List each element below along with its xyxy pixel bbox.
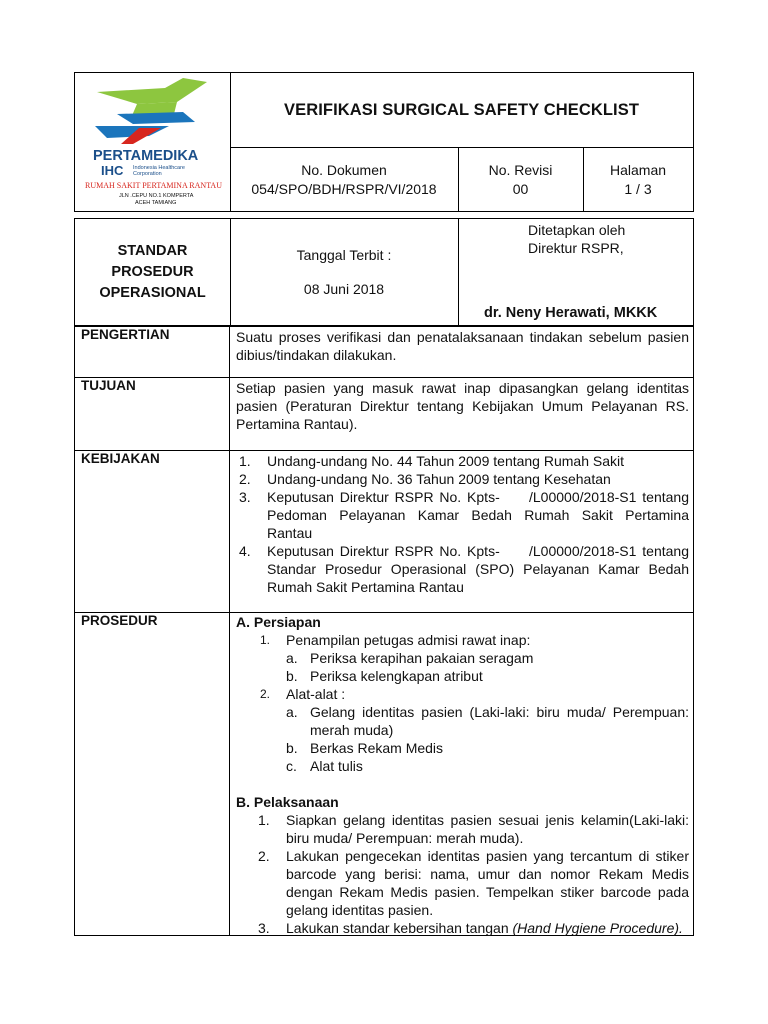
sop-title-line-2: PROSEDUR [111,264,194,280]
section-b-heading: B. Pelaksanaan [236,794,339,810]
row-kebijakan [75,450,693,613]
page-value: 1 / 3 [624,181,652,197]
issue-date-cell [230,219,459,325]
sop-title-cell [75,219,231,325]
label-prosedur: PROSEDUR [81,613,158,628]
b1-item: 1. Siapkan gelang identitas pasien sesuai jenis kelamin(Laki-laki: biru muda/ Perempuan: merah muda). [258,812,689,846]
a2b-item: b. Berkas Rekam Medis [286,740,444,756]
list-kebijakan [236,452,689,596]
approval-cell [458,219,693,325]
section-a-heading: A. Persiapan [236,614,321,630]
b3-item: 3. Lakukan standar kebersihan tangan (Hand Hygiene Procedure). [258,920,683,936]
approval-line-1: Ditetapkan oleh [528,222,626,238]
doc-number-value: 054/SPO/BDH/RSPR/VI/2018 [251,181,437,197]
text-tujuan: Setiap pasien yang masuk rawat inap dipasangkan gelang identitas pasien (Peraturan Direktur tentang Kebijakan Umum Pelayanan RS. Pertamina Rantau). [236,380,689,432]
revision-label: No. Revisi [488,162,553,178]
a2a-item: a. Gelang identitas pasien (Laki-laki: biru muda/ Perempuan: merah muda) [286,704,689,738]
logo-cell [75,73,231,211]
label-kebijakan: KEBIJAKAN [81,451,160,466]
approval-line-2: Direktur RSPR, [528,240,624,256]
a1b-item: b. Periksa kelengkapan atribut [286,668,483,684]
a2c-item: c. Alat tulis [286,758,363,774]
issue-date-value: 08 Juni 2018 [303,281,385,297]
logo-ihc: IHC [101,163,124,178]
page-label: Halaman [609,162,667,178]
revision-value: 00 [512,181,529,197]
revision-cell [458,147,584,211]
kebijakan-item-3: 3. Keputusan Direktur RSPR No. Kpts- /L00000/2018-S1 tentang Pedoman Pelayanan Kamar Bedah Rumah Sakit Pertamina Rantau [239,489,689,541]
b2-item: 2. Lakukan pengecekan identitas pasien yang tercantum di stiker barcode yang berisi: nama, umur dan nomor Rekam Medis dengan Rekam Medis pasien. Tempelkan stiker barcode pada gelang identitas pasien. [258,848,689,918]
kebijakan-item-4: 4. Keputusan Direktur RSPR No. Kpts- /L00000/2018-S1 tentang Standar Prosedur Operasional (SPO) Pelayanan Kamar Bedah Rumah Sakit Pertamina Rantau [239,543,689,595]
text-pengertian: Suatu proses verifikasi dan penatalaksanaan tindakan sebelum pasien dibius/tindakan dilakukan. [236,329,689,363]
text-prosedur [236,613,689,937]
pertamedika-logo-icon [77,74,227,210]
logo-address-2: ACEH TAMIANG [135,200,177,206]
logo-hospital: RUMAH SAKIT PERTAMINA RANTAU [85,181,222,190]
director-name: dr. Neny Herawati, MKKK [484,305,658,321]
sop-table [74,218,694,326]
kebijakan-item-1: 1. Undang-undang No. 44 Tahun 2009 tentang Rumah Sakit [239,453,625,469]
logo-ihc-sub-2: Corporation [133,171,162,177]
row-prosedur [75,612,693,935]
row-tujuan [75,377,693,450]
sop-title-line-3: OPERASIONAL [99,285,206,301]
page-cell [583,147,693,211]
body-table [74,326,694,936]
doc-number-cell [230,147,459,211]
row-pengertian [75,326,693,377]
header-table [74,72,694,212]
logo-address-1: JLN .CEPU NO.1 KOMPERTA [119,193,194,199]
logo-ihc-sub-1: Indonesia Healthcare [133,165,185,171]
issue-date-label: Tanggal Terbit : [296,247,392,263]
a1a-item: a. Periksa kerapihan pakaian seragam [286,650,534,666]
document-title: VERIFIKASI SURGICAL SAFETY CHECKLIST [230,73,693,148]
doc-number-label: No. Dokumen [301,162,387,178]
sop-title-line-1: STANDAR [117,243,188,259]
kebijakan-item-2: 2. Undang-undang No. 36 Tahun 2009 tentang Kesehatan [239,471,611,487]
a1-item: 1. Penampilan petugas admisi rawat inap: [260,632,531,648]
a2-item: 2. Alat-alat : [260,686,346,702]
logo-brand: PERTAMEDIKA [93,148,199,164]
label-tujuan: TUJUAN [81,378,136,393]
label-pengertian: PENGERTIAN [81,327,170,342]
